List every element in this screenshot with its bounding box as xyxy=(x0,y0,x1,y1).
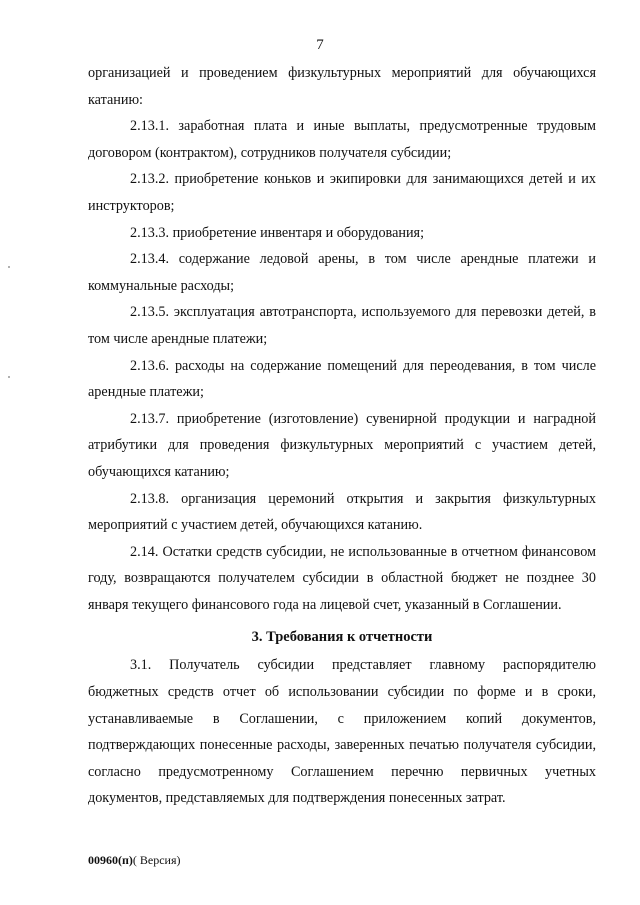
paragraph-3-1: 3.1. Получатель субсидии представляет главному распорядителю бюджетных средств отчет об использовании субсидии по форме и в сроки, устанавливаемые в Соглашении, с приложением копий документов, подтверждающих понесенные расходы, заверенных печатью получателя субсидии, согласно предусмотренному Соглашением перечню первичных учетных документов, представляемых для подтверждения понесенных затрат. xyxy=(88,657,596,807)
paragraph-2-13-8: 2.13.8. организация церемоний открытия и закрытия физкультурных мероприятий с участием детей, обучающихся катанию. xyxy=(88,490,596,534)
margin-dot xyxy=(8,376,10,378)
paragraph-2-14: 2.14. Остатки средств субсидии, не использованные в отчетном финансовом году, возвращаются получателем субсидии в областной бюджет не позднее 30 января текущего финансового года на лицевой счет, указанный в Соглашении. xyxy=(88,543,596,613)
paragraph-2-13-1: 2.13.1. заработная плата и иные выплаты, предусмотренные трудовым договором (контрактом), сотрудников получателя субсидии; xyxy=(88,118,596,161)
footer-document-code xyxy=(88,853,181,868)
paragraph-2-13-4: 2.13.4. содержание ледовой арены, в том числе арендные платежи и коммунальные расходы; xyxy=(88,251,596,294)
margin-dot xyxy=(8,266,10,268)
paragraph-2-13-2: 2.13.2. приобретение коньков и экипировки для занимающихся детей и их инструкторов; xyxy=(88,171,596,214)
page-number: 7 xyxy=(316,37,324,53)
paragraph-2-13-7: 2.13.7. приобретение (изготовление) сувенирной продукции и наградной атрибутики для проведения физкультурных мероприятий с участием детей, обучающихся катанию; xyxy=(88,410,596,480)
section-heading: 3. Требования к отчетности xyxy=(251,629,433,646)
footer-version: ( Версия) xyxy=(132,853,181,867)
footer-code: 00960(п) xyxy=(88,853,133,867)
paragraph-intro: организацией и проведением физкультурных мероприятий для обучающихся катанию: xyxy=(88,65,596,108)
document-body xyxy=(88,60,596,812)
paragraph-2-13-3: 2.13.3. приобретение инвентаря и оборудования; xyxy=(130,224,425,241)
paragraph-2-13-6: 2.13.6. расходы на содержание помещений для переодевания, в том числе арендные платежи; xyxy=(88,357,596,401)
paragraph-2-13-5: 2.13.5. эксплуатация автотранспорта, используемого для перевозки детей, в том числе арендные платежи; xyxy=(88,304,596,347)
